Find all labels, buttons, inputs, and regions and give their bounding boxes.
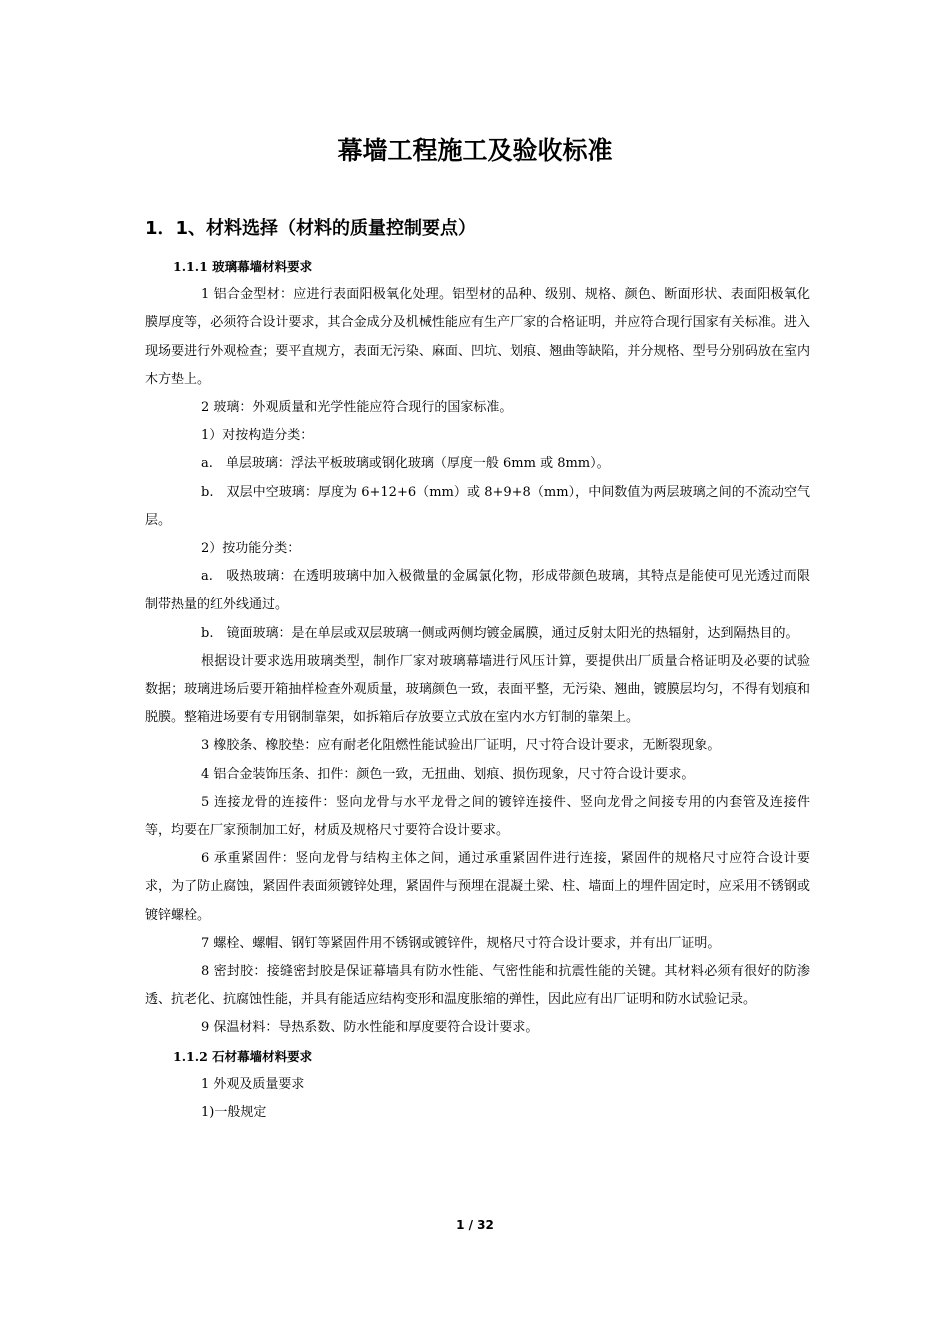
paragraph: 1 铝合金型材：应进行表面阳极氧化处理。铝型材的品种、级别、规格、颜色、断面形状、表面阳极氧化膜厚度等，必须符合设计要求，其合金成分及机械性能应有生产厂家的合格证明，并应符合现行国家有关标准。进入现场要进行外观检查；要平直规方，表面无污染、麻面、凹坑、划痕、翘曲等缺陷，并分规格、型号分别码放在室内木方垫上。 — [145, 287, 810, 387]
subsection-heading: 1.1.1 玻璃幕墙材料要求 — [173, 259, 313, 274]
paragraph: 2）按功能分类： — [201, 541, 301, 557]
paragraph: 4 铝合金装饰压条、扣件：颜色一致，无扭曲、划痕、损伤现象，尺寸符合设计要求。 — [201, 766, 695, 782]
paragraph: a. 单层玻璃：浮法平板玻璃或钢化玻璃（厚度一般 6mm 或 8mm）。 — [201, 456, 610, 472]
page-number: 1 / 32 — [456, 1218, 494, 1232]
paragraph: a. 吸热玻璃：在透明玻璃中加入极微量的金属氯化物，形成带颜色玻璃，其特点是能使可见光透过而限制带热量的红外线通过。 — [145, 569, 810, 613]
section-heading: 1．1、材料选择（材料的质量控制要点） — [145, 218, 477, 239]
paragraph: 8 密封胶：接缝密封胶是保证幕墙具有防水性能、气密性能和抗震性能的关键。其材料必须有很好的防渗透、抗老化、抗腐蚀性能，并具有能适应结构变形和温度胀缩的弹性，因此应有出厂证明和防水试验记录。 — [145, 964, 810, 1008]
subsection-heading: 1.1.2 石材幕墙材料要求 — [173, 1048, 313, 1064]
paragraph: b. 双层中空玻璃：厚度为 6+12+6（mm）或 8+9+8（mm），中间数值为两层玻璃之间的不流动空气层。 — [145, 484, 810, 528]
paragraph: 1）对按构造分类： — [201, 428, 314, 444]
paragraph: b. 镜面玻璃：是在单层或双层玻璃一侧或两侧均镀金属膜，通过反射太阳光的热辐射，达到隔热目的。 — [201, 625, 799, 641]
paragraph: 5 连接龙骨的连接件：竖向龙骨与水平龙骨之间的镀锌连接件、竖向龙骨之间接专用的内套管及连接件等，均要在厂家预制加工好，材质及规格尺寸要符合设计要求。 — [145, 794, 810, 839]
paragraph: 6 承重紧固件：竖向龙骨与结构主体之间，通过承重紧固件进行连接，紧固件的规格尺寸应符合设计要求，为了防止腐蚀，紧固件表面须镀锌处理，紧固件与预埋在混凝土梁、柱、墙面上的埋件固定时，应采用不锈钢或镀锌螺栓。 — [145, 851, 810, 923]
document-body — [145, 253, 810, 1127]
paragraph: 1 外观及质量要求 — [201, 1076, 305, 1092]
document-title: 幕墙工程施工及验收标准 — [337, 136, 613, 165]
paragraph: 根据设计要求选用玻璃类型，制作厂家对玻璃幕墙进行风压计算，要提供出厂质量合格证明及必要的试验数据；玻璃进场后要开箱抽样检查外观质量，玻璃颜色一致，表面平整，无污染、翘曲，镀膜层均匀，不得有划痕和脱膜。整箱进场要有专用钢制靠架，如拆箱后存放要立式放在室内水方钉制的靠架上。 — [145, 653, 810, 726]
paragraph: 2 玻璃：外观质量和光学性能应符合现行的国家标准。 — [201, 400, 513, 416]
paragraph: 9 保温材料：导热系数、防水性能和厚度要符合设计要求。 — [201, 1020, 539, 1036]
paragraph: 1)一般规定 — [201, 1105, 267, 1121]
paragraph: 7 螺栓、螺帽、钢钉等紧固件用不锈钢或镀锌件，规格尺寸符合设计要求，并有出厂证明。 — [201, 935, 721, 951]
paragraph: 3 橡胶条、橡胶垫：应有耐老化阻燃性能试验出厂证明，尺寸符合设计要求，无断裂现象。 — [201, 738, 721, 754]
